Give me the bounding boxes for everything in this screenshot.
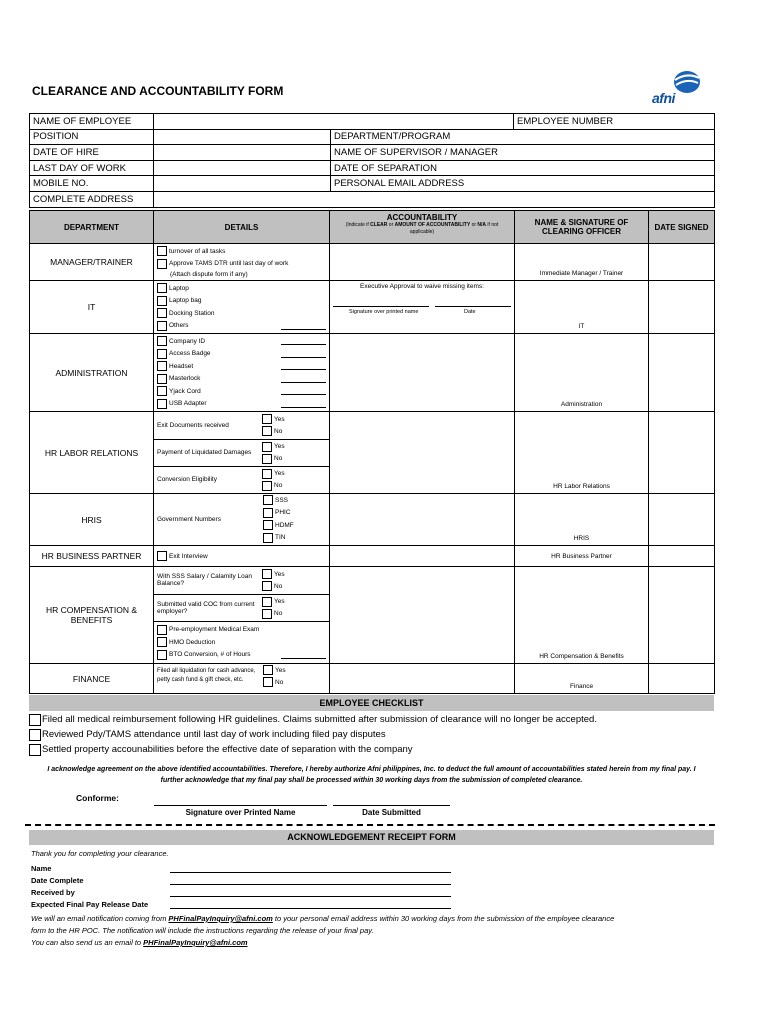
checkbox[interactable] [157, 374, 167, 384]
table-row: MANAGER/TRAINER turnover of all tasks Approve TAMS DTR until last day of work (Attach dispute form if any) Immediate Manager / Trainer [30, 244, 715, 281]
name-field[interactable] [154, 114, 514, 130]
officer-it: IT [515, 281, 649, 334]
checkbox[interactable] [29, 714, 41, 726]
thanks-text: Thank you for completing your clearance. [31, 849, 169, 858]
signature-line[interactable]: Signature over Printed Name [154, 805, 327, 817]
checkbox[interactable] [157, 246, 167, 256]
accountability-cell[interactable] [330, 567, 515, 664]
checkbox[interactable] [263, 495, 273, 505]
officer-finance: Finance [515, 664, 649, 694]
accountability-cell[interactable] [330, 412, 515, 494]
globe-icon [672, 70, 702, 94]
yes-checkbox[interactable] [262, 442, 272, 452]
dept-finance: FINANCE [30, 664, 154, 694]
checkbox[interactable] [157, 637, 167, 647]
dept-manager: MANAGER/TRAINER [30, 244, 154, 281]
header-department: DEPARTMENT [30, 211, 154, 244]
supervisor-label: NAME OF SUPERVISOR / MANAGER [331, 145, 715, 161]
date-submitted-line[interactable]: Date Submitted [333, 805, 450, 817]
checkbox[interactable] [157, 625, 167, 635]
officer-hrbp: HR Business Partner [515, 546, 649, 567]
officer-hris: HRIS [515, 494, 649, 546]
hire-date-label: DATE OF HIRE [30, 145, 154, 161]
date-signed-cell[interactable] [649, 244, 715, 281]
no-checkbox[interactable] [263, 677, 273, 687]
accountability-cell[interactable]: Executive Approval to waive missing items: Signature over printed name Date [330, 281, 515, 334]
checkbox[interactable] [157, 386, 167, 396]
date-signed-cell[interactable] [649, 664, 715, 694]
checkbox[interactable] [157, 308, 167, 318]
checkbox[interactable] [263, 533, 273, 543]
email-link[interactable]: PHFinalPayInquiry@afni.com [143, 938, 248, 947]
receipt-name-label: Name [31, 864, 52, 873]
checkbox[interactable] [157, 361, 167, 371]
no-checkbox[interactable] [262, 426, 272, 436]
last-day-label: LAST DAY OF WORK [30, 160, 154, 176]
checkbox[interactable] [157, 551, 167, 561]
date-complete-field[interactable] [170, 877, 451, 885]
release-date-label: Expected Final Pay Release Date [31, 900, 149, 909]
yes-checkbox[interactable] [262, 469, 272, 479]
table-row: HR COMPENSATION & BENEFITS With SSS Salary / Calamity Loan Balance? Yes No Submitted valid COC from current employer? Yes No Pre-employment Medical Exam HMO Deduction BTO Conversion, # of Hours HR Compensation & Benefits [30, 567, 715, 664]
date-complete-label: Date Complete [31, 876, 84, 885]
checklist-item: Reviewed Pdy/TAMS attendance until last day of work including filed pay disputes [29, 727, 597, 742]
dept-hris: HRIS [30, 494, 154, 546]
dept-hr-labor: HR LABOR RELATIONS [30, 412, 154, 494]
logo-wordmark: afni [652, 90, 675, 106]
last-day-field[interactable] [154, 160, 331, 176]
no-checkbox[interactable] [262, 454, 272, 464]
clearance-table [29, 210, 715, 694]
yes-checkbox[interactable] [262, 414, 272, 424]
checkbox[interactable] [157, 321, 167, 331]
release-date-field[interactable] [170, 901, 451, 909]
accountability-cell[interactable] [330, 494, 515, 546]
checkbox[interactable] [157, 259, 167, 269]
checklist-header: EMPLOYEE CHECKLIST [29, 695, 714, 711]
table-row: FINANCE Filed all liquidation for cash advance, petty cash fund & gift check, etc. Yes No Finance [30, 664, 715, 694]
accountability-cell[interactable] [330, 334, 515, 412]
no-checkbox[interactable] [262, 581, 272, 591]
position-label: POSITION [30, 129, 154, 145]
mobile-field[interactable] [154, 176, 331, 192]
date-signed-cell[interactable] [649, 281, 715, 334]
yes-checkbox[interactable] [263, 665, 273, 675]
header-accountability: ACCOUNTABILITY (Indicate if CLEAR or AMOUNT OF ACCOUNTABILITY or N/A if not applicable) [330, 211, 515, 244]
date-signed-cell[interactable] [649, 412, 715, 494]
employee-info-table [29, 113, 715, 208]
address-label: COMPLETE ADDRESS [30, 191, 154, 207]
mobile-label: MOBILE NO. [30, 176, 154, 192]
officer-manager: Immediate Manager / Trainer [515, 244, 649, 281]
dept-administration: ADMINISTRATION [30, 334, 154, 412]
separation-date-label: DATE OF SEPARATION [331, 160, 715, 176]
checkbox[interactable] [263, 520, 273, 530]
officer-compensation: HR Compensation & Benefits [515, 567, 649, 664]
date-signed-cell[interactable] [649, 546, 715, 567]
checkbox[interactable] [157, 349, 167, 359]
accountability-cell[interactable] [330, 244, 515, 281]
checkbox[interactable] [157, 399, 167, 409]
checkbox[interactable] [157, 283, 167, 293]
received-by-label: Received by [31, 888, 75, 897]
checkbox[interactable] [157, 296, 167, 306]
table-row: HR BUSINESS PARTNER Exit Interview HR Business Partner [30, 546, 715, 567]
table-row: HRIS Government Numbers SSS PHIC HDMF TIN HRIS [30, 494, 715, 546]
checkbox[interactable] [157, 650, 167, 660]
yes-checkbox[interactable] [262, 569, 272, 579]
date-signed-cell[interactable] [649, 567, 715, 664]
table-row: HR LABOR RELATIONS Exit Documents received Yes No Payment of Liquidated Damages Yes No Conversion Eligibility Yes No HR Labor Relations [30, 412, 715, 494]
yes-checkbox[interactable] [262, 597, 272, 607]
afni-logo [650, 70, 708, 108]
table-row: ADMINISTRATION Company ID Access Badge Headset Masterlock Yjack Cord USB Adapter Administration [30, 334, 715, 412]
officer-administration: Administration [515, 334, 649, 412]
form-title: CLEARANCE AND ACCOUNTABILITY FORM [32, 84, 284, 98]
conforme-label: Conforme: [76, 793, 119, 803]
checkbox[interactable] [29, 744, 41, 756]
acknowledgement-text: I acknowledge agreement on the above identified accountabilities. Therefore, I hereby authorize Afni philippines, Inc. to deduct the full amount of accountabilities stated herein from my final pay. I further acknowledge that my final pay shall be processed within 30 working days from the submission of completed clearance. [47, 766, 696, 784]
no-checkbox[interactable] [262, 481, 272, 491]
email-label: PERSONAL EMAIL ADDRESS [331, 176, 715, 192]
checkbox[interactable] [29, 729, 41, 741]
receipt-form [31, 849, 451, 909]
table-row: IT Laptop Laptop bag Docking Station Others Executive Approval to waive missing items: Signature over printed name Date IT [30, 281, 715, 334]
department-label: DEPARTMENT/PROGRAM [331, 129, 715, 145]
name-label: NAME OF EMPLOYEE [30, 114, 154, 130]
date-signed-cell[interactable] [649, 494, 715, 546]
header-signature: NAME & SIGNATURE OF CLEARING OFFICER [515, 211, 649, 244]
accountability-cell[interactable] [330, 664, 515, 694]
officer-hr-labor: HR Labor Relations [515, 412, 649, 494]
employee-checklist [29, 712, 597, 757]
received-by-field[interactable] [170, 889, 451, 897]
receipt-header: ACKNOWLEDGEMENT RECEIPT FORM [29, 830, 714, 845]
checkbox[interactable] [263, 508, 273, 518]
notification-note: We will an email notification coming from PHFinalPayInquiry@afni.com to your personal email address within 30 working days from the submission of the employee clearance form to the HR POC. The notification will include the instructions regarding the release of your final pay. You can also send us an email to PHFinalPayInquiry@afni.com [31, 914, 615, 947]
header-details: DETAILS [154, 211, 330, 244]
dept-compensation: HR COMPENSATION & BENEFITS [30, 567, 154, 664]
dept-hr-business-partner: HR BUSINESS PARTNER [30, 546, 154, 567]
employee-number-label: EMPLOYEE NUMBER [514, 114, 715, 130]
dept-it: IT [30, 281, 154, 334]
address-field[interactable] [154, 191, 715, 207]
email-link[interactable]: PHFinalPayInquiry@afni.com [168, 914, 273, 923]
checklist-item: Filed all medical reimbursement following HR guidelines. Claims submitted after submission of clearance will no longer be accepted. [29, 712, 597, 727]
position-field[interactable] [154, 129, 331, 145]
hire-date-field[interactable] [154, 145, 331, 161]
no-checkbox[interactable] [262, 609, 272, 619]
date-signed-cell[interactable] [649, 334, 715, 412]
checklist-item: Settled property accounabilities before the effective date of separation with the company [29, 742, 597, 757]
header-date-signed: DATE SIGNED [649, 211, 715, 244]
cut-line [25, 824, 715, 826]
accountability-cell[interactable] [330, 546, 515, 567]
receipt-name-field[interactable] [170, 865, 451, 873]
checkbox[interactable] [157, 336, 167, 346]
